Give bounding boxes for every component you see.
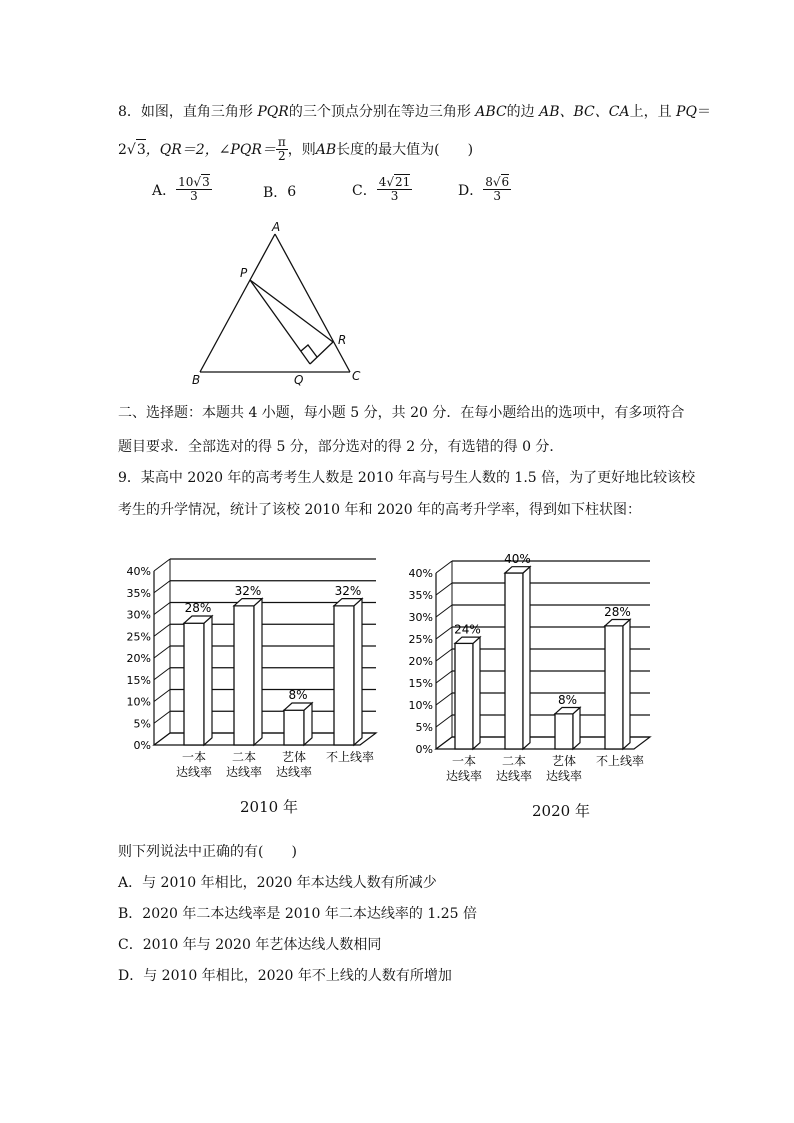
bar <box>284 703 312 745</box>
bar <box>505 567 530 749</box>
x-category-label: 艺体 <box>551 754 577 768</box>
x-category-label: 一本 <box>181 750 207 764</box>
y-tick-label: 35% <box>126 586 151 600</box>
bar <box>555 708 580 750</box>
q8-option-d[interactable]: D． $\frac{8√6}{3}$ <box>458 175 510 203</box>
bar <box>334 599 362 745</box>
q9-option-a[interactable]: A．与 2010 年相比，2020 年本达线人数有所减少 <box>118 875 437 891</box>
q8-pq: PQ <box>676 104 697 120</box>
q8-number: 8． <box>118 104 141 120</box>
q8-option-b[interactable]: B． 6 <box>263 184 297 201</box>
label-r: R <box>338 333 347 347</box>
label-c: C <box>352 369 361 383</box>
q8-text: 的三个顶点分别在等边三角形 <box>288 104 471 120</box>
y-tick-label: 35% <box>408 589 433 602</box>
q8-eq: ＝ <box>696 104 711 120</box>
y-tick-label: 15% <box>408 677 433 690</box>
q8-pi-over-2: $\frac{\pi}{2}$ <box>277 135 286 163</box>
grid-depth-line <box>154 646 170 658</box>
y-tick-label: 10% <box>408 699 433 712</box>
grid-depth-line <box>154 559 170 571</box>
x-category-label: 一本 <box>451 754 477 768</box>
bar-value-label: 32% <box>334 583 362 598</box>
grid-depth-line <box>154 581 170 593</box>
y-tick-label: 15% <box>126 673 151 687</box>
grid-depth-line <box>436 583 452 595</box>
grid-depth-line <box>436 671 452 683</box>
y-tick-label: 25% <box>126 630 151 644</box>
bar <box>605 620 630 750</box>
grid-depth-line <box>154 624 170 636</box>
side-ab <box>200 234 275 372</box>
grid-depth-line <box>154 668 170 680</box>
bar-value-label: 28% <box>184 601 212 616</box>
grid-depth-line <box>436 561 452 573</box>
grid-depth-line <box>154 603 170 615</box>
x-category-label: 达线率 <box>275 765 313 779</box>
q8-option-c[interactable]: C． $\frac{4√21}{3}$ <box>352 175 411 203</box>
label-p: P <box>240 266 248 280</box>
q8-sides: AB、BC、CA <box>539 104 630 120</box>
y-tick-label: 20% <box>408 655 433 668</box>
q8-text: ，则 <box>287 141 316 158</box>
y-tick-label: 30% <box>126 608 151 622</box>
x-category-label: 二本 <box>231 750 257 764</box>
bar <box>234 599 262 745</box>
bar-value-label: 8% <box>557 692 578 707</box>
x-category-label: 达线率 <box>445 769 483 783</box>
x-category-label: 达线率 <box>495 769 533 783</box>
q9-option-b[interactable]: B．2020 年二本达线率是 2010 年二本达线率的 1.25 倍 <box>118 906 477 922</box>
q8-text: 如图，直角三角形 <box>140 104 253 120</box>
x-category-label: 不上线率 <box>595 754 645 768</box>
q8-line2: 2 √ 3 ，QR＝2，∠PQR＝ $\frac{\pi}{2}$ ，则 AB 长度的最大值为( ) <box>118 135 474 163</box>
q9-line2: 考生的升学情况，统计了该校 2010 年和 2020 年的高考升学率，得到如下柱状图： <box>118 502 642 518</box>
chart-2020-title: 2020 年 <box>532 802 590 820</box>
label-b: B <box>192 373 201 387</box>
chart-2010 <box>118 545 388 795</box>
grid-depth-line <box>154 690 170 702</box>
q8-text: 上，且 <box>629 104 672 120</box>
section2-line1: 二、选择题：本题共 4 小题，每小题 5 分，共 20 分．在每小题给出的选项中，有多项符合 <box>118 405 685 421</box>
y-tick-label: 0% <box>415 743 433 756</box>
y-tick-label: 40% <box>126 565 151 578</box>
q8-pqr: PQR <box>257 104 289 120</box>
q9-option-c[interactable]: C．2010 年与 2020 年艺体达线人数相同 <box>118 937 382 953</box>
label-a: A <box>272 220 281 234</box>
y-tick-label: 25% <box>408 633 433 646</box>
q8-text: 的边 <box>506 104 535 120</box>
segment-pr <box>250 280 333 342</box>
q8-triangle-figure <box>190 220 370 390</box>
bar-value-label: 28% <box>604 604 631 619</box>
bar-value-label: 24% <box>454 622 481 637</box>
x-category-label: 二本 <box>501 754 527 768</box>
bar <box>184 616 212 745</box>
segment-pq <box>250 280 310 364</box>
x-category-label: 达线率 <box>545 769 583 783</box>
q9-question: 则下列说法中正确的有( ) <box>118 844 297 860</box>
x-category-label: 达线率 <box>225 765 263 779</box>
label-q: Q <box>294 373 304 387</box>
y-tick-label: 40% <box>408 567 433 580</box>
q8-ab: AB <box>315 141 337 158</box>
q8-abc: ABC <box>475 104 507 120</box>
bar-value-label: 32% <box>234 583 262 598</box>
grid-depth-line <box>154 711 170 723</box>
grid-depth-line <box>436 693 452 705</box>
y-tick-label: 0% <box>133 739 151 752</box>
chart-2010-title: 2010 年 <box>240 798 298 816</box>
q9-line1: 9．某高中 2020 年的高考考生人数是 2010 年高与号生人数的 1.5 倍，为了更好地比较该校 <box>118 470 696 486</box>
y-tick-label: 5% <box>415 721 433 734</box>
q8-text: 长度的最大值为( ) <box>336 141 474 158</box>
grid-depth-line <box>436 605 452 617</box>
q8-two: 2 <box>118 141 127 158</box>
x-category-label: 达线率 <box>175 765 213 779</box>
grid-depth-line <box>436 649 452 661</box>
q8-sqrt3: 3 <box>136 139 146 160</box>
bar-value-label: 8% <box>288 688 308 703</box>
y-tick-label: 5% <box>133 717 151 731</box>
q8-option-a[interactable]: A． $\frac{10√3}{3}$ <box>152 175 210 203</box>
y-tick-label: 10% <box>126 695 151 709</box>
x-category-label: 不上线率 <box>325 750 375 764</box>
x-category-label: 艺体 <box>281 750 307 764</box>
bar-value-label: 40% <box>504 552 531 566</box>
bar <box>455 637 480 749</box>
section2-line2: 题目要求．全部选对的得 5 分，部分选对的得 2 分，有选错的得 0 分． <box>118 439 564 455</box>
grid-depth-line <box>436 627 452 639</box>
q8-line1 <box>118 102 711 122</box>
y-tick-label: 20% <box>126 652 151 665</box>
chart-2020 <box>388 535 670 795</box>
q9-option-d[interactable]: D．与 2010 年相比，2020 年不上线的人数有所增加 <box>118 968 452 984</box>
q8-qr-angle: ，QR＝2，∠PQR＝ <box>145 141 276 158</box>
y-tick-label: 30% <box>408 611 433 624</box>
grid-depth-line <box>436 715 452 727</box>
